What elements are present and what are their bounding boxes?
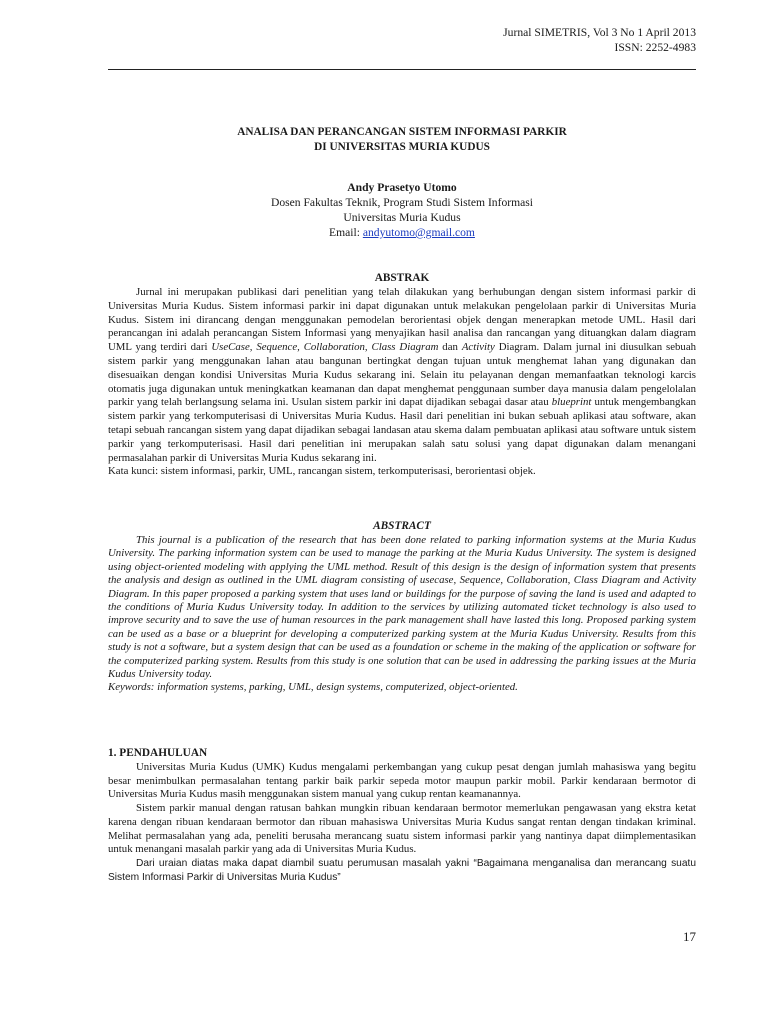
abstract-heading: ABSTRACT <box>373 520 431 532</box>
author-email-line <box>108 225 696 240</box>
journal-issn: ISSN: 2252-4983 <box>614 41 696 54</box>
journal-name: Jurnal SIMETRIS, Vol 3 No 1 April 2013 <box>503 26 696 39</box>
abstract-body <box>108 534 696 695</box>
page-number: 17 <box>683 929 696 944</box>
title-line-2: DI UNIVERSITAS MURIA KUDUS <box>314 141 490 153</box>
abstrak-text-1: Jurnal ini merupakan publikasi dari penelitian yang telah dilakukan yang berhubungan dengan sistem informasi parkir di Universitas Muria Kudus. Sistem informasi parkir ini dapat digunakan untuk melakukan pengelolaan parkir di Universitas Muria Kudus. Sistem ini dirancang dengan menggunakan pemodelan berorientasi objek dengan menerapkan metode UML. Hasil dari perancangan ini adalah perancangan Sistem Informasi yang menyajikan hasil analisa dan rancangan yang dituangkan dalam diagram UML yang terdiri dari <box>108 286 696 354</box>
abstrak-text-and: dan <box>438 341 462 354</box>
section-paragraph-3: Dari uraian diatas maka dapat diambil suatu perumusan masalah yakni “Bagaimana menganalisa dan merancang suatu Sistem Informasi Parkir di Universitas Muria Kudus” <box>108 857 696 883</box>
section-paragraph-1: Universitas Muria Kudus (UMK) Kudus mengalami perkembangan yang cukup pesat dengan jumlah mahasiswa yang begitu besar menimbulkan permasalahan tentang parkir baik parkir sepeda motor maupun parkir mobil. Parkir kendaraan bermotor di Universitas Muria Kudus masih menggunakan sistem manual yang cukup rentan keamanannya. <box>108 761 696 801</box>
abstrak-keywords: Kata kunci: sistem informasi, parkir, UML, rancangan sistem, terkomputerisasi, berorientasi objek. <box>108 465 536 478</box>
section-paragraph-2: Sistem parkir manual dengan ratusan bahkan mungkin ribuan kendaraan bermotor memerlukan pengawasan yang ekstra ketat karena dengan ribuan kendaraan bermotor dan ribuan mahasiswa Universitas Muria Kudus sangat rentan dengan tindakan kriminal. Melihat permasalahan yang ada, peneliti berusaha merancang suatu sistem informasi parkir yang nantinya dapat diimplementasikan untuk menangani masalah parkir yang ada di Universitas Muria Kudus. <box>108 802 696 856</box>
header-divider <box>108 69 696 70</box>
author-affiliation: Dosen Fakultas Teknik, Program Studi Sistem Informasi <box>270 196 534 209</box>
abstrak-text-3: untuk mengembangkan sistem parkir yang terkomputerisasi di Universitas Muria Kudus. Hasil dari penelitian ini bukan sebuah aplikasi atau software, akan tetapi sebuah rancangan sistem yang dapat dijadikan sebagai landasan atau skema dalam pembuatan aplikasi atau software untuk sistem parkir yang terkomputerisasi. Hasil dari penelitian ini merupakan salah satu solusi yang dapat digunakan dalam menangani permasalahan parkir di Universitas Muria Kudus sekarang ini. <box>108 396 697 464</box>
author-name: Andy Prasetyo Utomo <box>347 181 457 194</box>
abstrak-italic-1: UseCase, Sequence, Collaboration, Class Diagram <box>211 341 439 354</box>
abstrak-italic-3: blueprint <box>551 396 592 409</box>
abstrak-body <box>108 286 696 479</box>
email-label: Email: <box>329 226 363 239</box>
abstrak-text-2: Diagram. Dalam jurnal ini diusulkan sebuah sistem parkir yang menggunakan lahan atau bangunan bertingkat dengan tujuan untuk menghemat lahan yang digunakan dan disesuaikan dengan kondisi Universitas Muria Kudus sekarang ini. Selain itu pelayanan dengan memanfaatkan teknologi karcis otomatis juga digunakan untuk meningkatkan keamanan dan dapat menghemat penggunaan sumber daya manusia dalam pengelolalan parkir yang telah berlangsung selama ini. Usulan sistem parkir ini dapat dijadikan sebagai dasar atau <box>108 341 697 409</box>
abstrak-italic-2: Activity <box>461 341 495 354</box>
author-block <box>108 180 696 240</box>
section-heading-pendahuluan: 1. PENDAHULUAN <box>108 747 208 759</box>
email-link[interactable]: andyutomo@gmail.com <box>362 226 475 239</box>
abstract-keywords: Keywords: information systems, parking, UML, design systems, computerized, object-oriented. <box>108 681 518 694</box>
abstrak-heading: ABSTRAK <box>374 272 430 284</box>
section-body-pendahuluan <box>108 761 696 884</box>
author-university: Universitas Muria Kudus <box>343 211 461 224</box>
paper-title <box>108 125 696 155</box>
abstrak-paragraph <box>108 286 696 465</box>
abstract-paragraph: This journal is a publication of the research that has been done related to parking information systems at the Muria Kudus University. The parking information system can be used to manage the parking at the Muria Kudus University. The system is designed using object-oriented modeling with applying the UML method. Result of this design is the design of information system that presents the analysis and design as outlined in the UML diagram consisting of usecase, Sequence, Collaboration, Class Diagram and Activity Diagram. In this paper proposed a parking system that uses land or buildings for the purpose of saving the land is used and adapted to the conditions of Muria Kudus University today. In addition to the services by utilizing automated ticket technology is also used to improve security and to save the use of human resources in the park management shall have lasted this long. Proposed parking system can be used as a base or a blueprint for developing a computerized parking system at the Muria Kudus University. Results from this study is not a software, but a system design that can be used as a foundation or scheme in the making of the application or software for the computerized parking system. Results from this study is one solution that can be used in addressing the parking issues at the Muria Kudus University today. <box>108 534 696 681</box>
title-line-1: ANALISA DAN PERANCANGAN SISTEM INFORMASI PARKIR <box>237 126 567 138</box>
journal-header <box>396 25 696 55</box>
